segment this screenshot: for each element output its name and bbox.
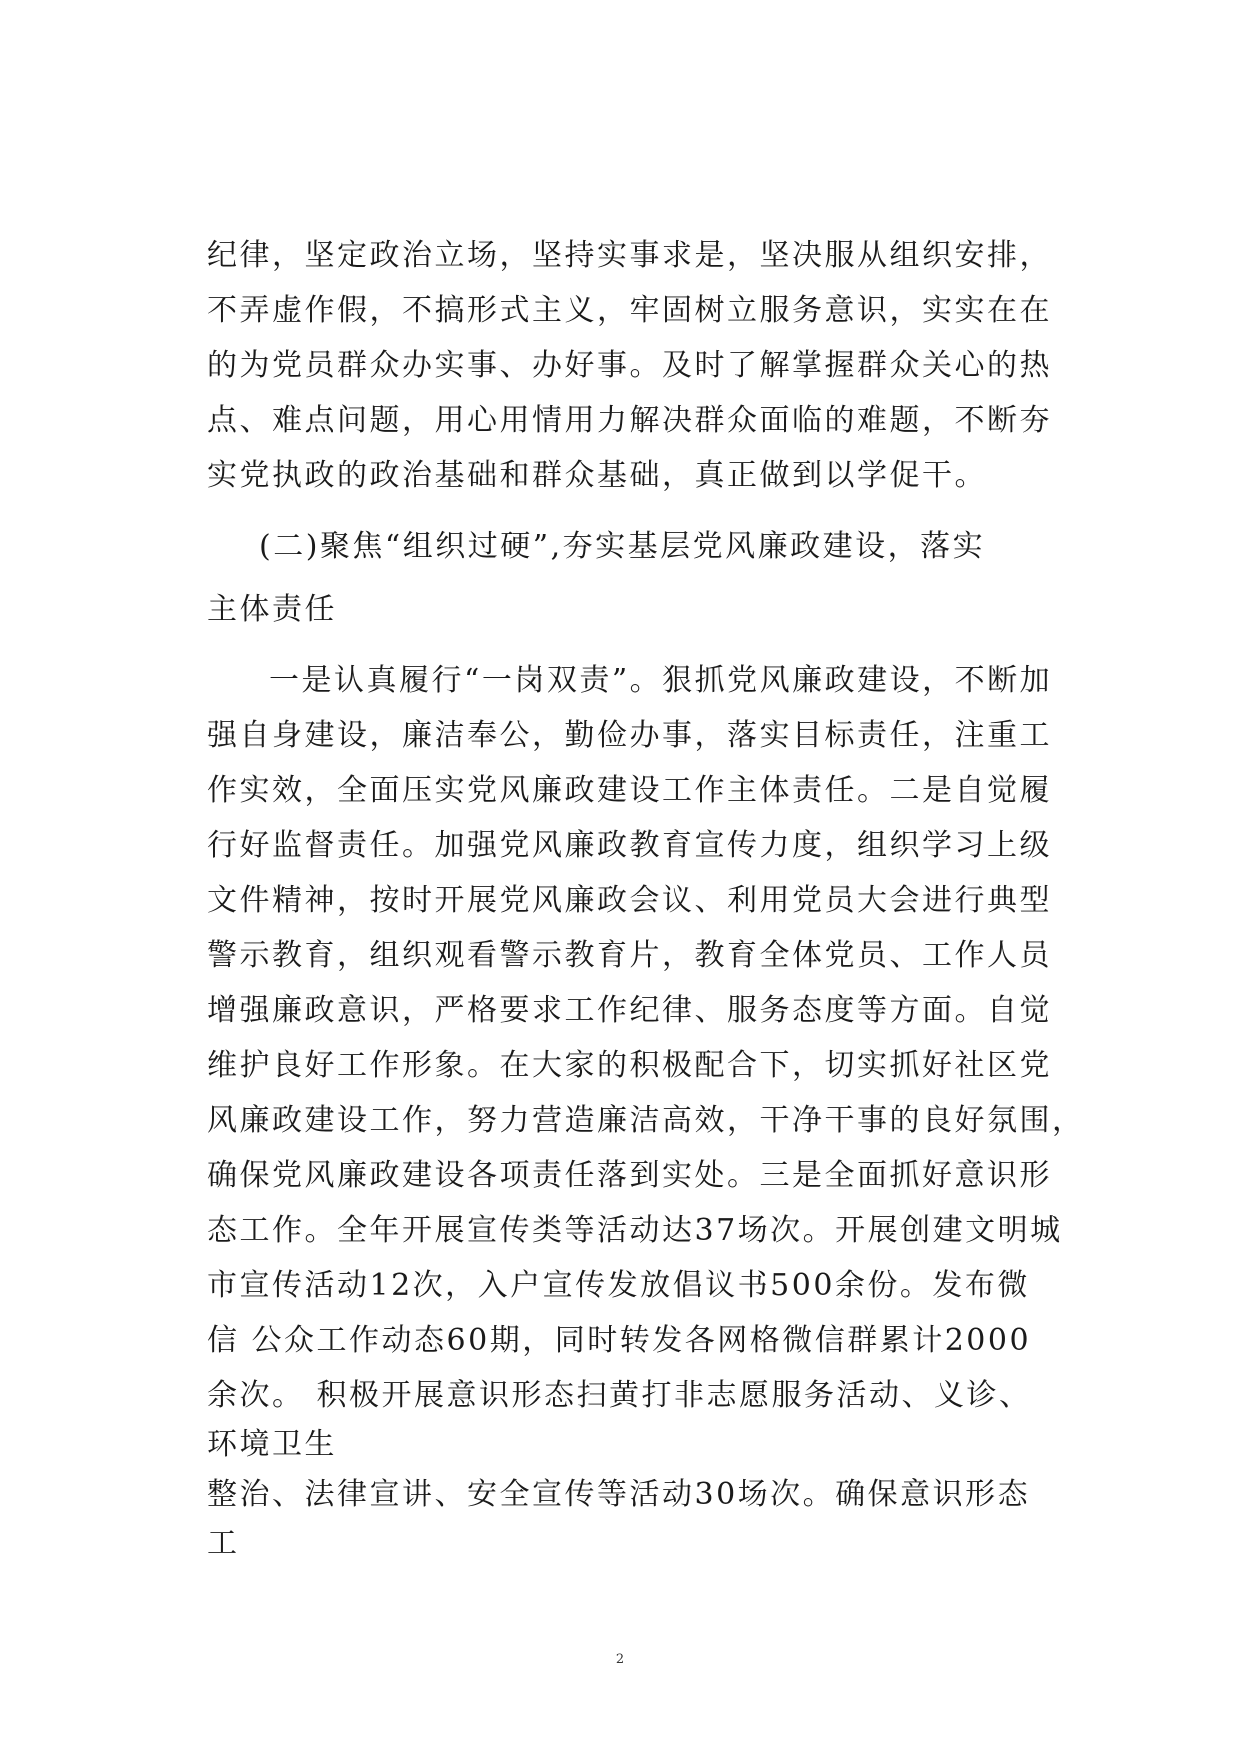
text-line: 作实效，全面压实党风廉政建设工作主体责任。二是自觉履: [207, 773, 1052, 808]
heading-line: (二)聚焦“组织过硬”,夯实基层党风廉政建设，落实: [259, 529, 986, 564]
text-line: 确保党风廉政建设各项责任落到实处。三是全面抓好意识形: [207, 1158, 1052, 1193]
text-line: 点、难点问题，用心用情用力解决群众面临的难题，不断夯: [207, 403, 1052, 438]
text-line: 纪律，坚定政治立场，坚持实事求是，坚决服从组织安排，: [207, 238, 1052, 273]
document-body: [207, 228, 1087, 1566]
page-number: 2: [615, 1652, 625, 1667]
text-line: 余次。 积极开展意识形态扫黄打非志愿服务活动、义诊、: [207, 1378, 1032, 1413]
text-line: 态工作。全年开展宣传类等活动达37场次。开展创建文明城: [207, 1213, 1063, 1248]
text-line: 强自身建设，廉洁奉公，勤俭办事，落实目标责任，注重工: [207, 718, 1052, 753]
heading-line: 主体责任: [207, 592, 337, 627]
text-line: 增强廉政意识，严格要求工作纪律、服务态度等方面。自觉: [207, 993, 1052, 1028]
text-line: 行好监督责任。加强党风廉政教育宣传力度，组织学习上级: [207, 828, 1052, 863]
text-line: 信 公众工作动态60期，同时转发各网格微信群累计2000: [207, 1323, 1032, 1358]
text-line: 一是认真履行“一岗双责”。狠抓党风廉政建设，不断加: [269, 663, 1053, 698]
text-line: 文件精神，按时开展党风廉政会议、利用党员大会进行典型: [207, 883, 1052, 918]
paragraph-2: [207, 653, 1087, 1566]
text-line: 警示教育，组织观看警示教育片，教育全体党员、工作人员: [207, 938, 1052, 973]
text-line: 风廉政建设工作，努力营造廉洁高效，干净干事的良好氛围，: [207, 1103, 1085, 1138]
text-line: 不弄虚作假，不搞形式主义，牢固树立服务意识，实实在在: [207, 293, 1052, 328]
paragraph-1: [207, 228, 1087, 503]
section-heading: [207, 519, 1087, 637]
text-line: 市宣传活动12次，入户宣传发放倡议书500余份。发布微: [207, 1268, 1030, 1303]
text-line: 整治、法律宣讲、安全宣传等活动30场次。确保意识形态: [207, 1477, 1031, 1512]
text-line: 维护良好工作形象。在大家的积极配合下，切实抓好社区党: [207, 1048, 1052, 1083]
text-line: 实党执政的政治基础和群众基础，真正做到以学促干。: [207, 458, 987, 493]
text-line: 环境卫生: [207, 1427, 337, 1462]
text-line: 的为党员群众办实事、办好事。及时了解掌握群众关心的热: [207, 348, 1052, 383]
text-line: 工: [207, 1526, 240, 1561]
